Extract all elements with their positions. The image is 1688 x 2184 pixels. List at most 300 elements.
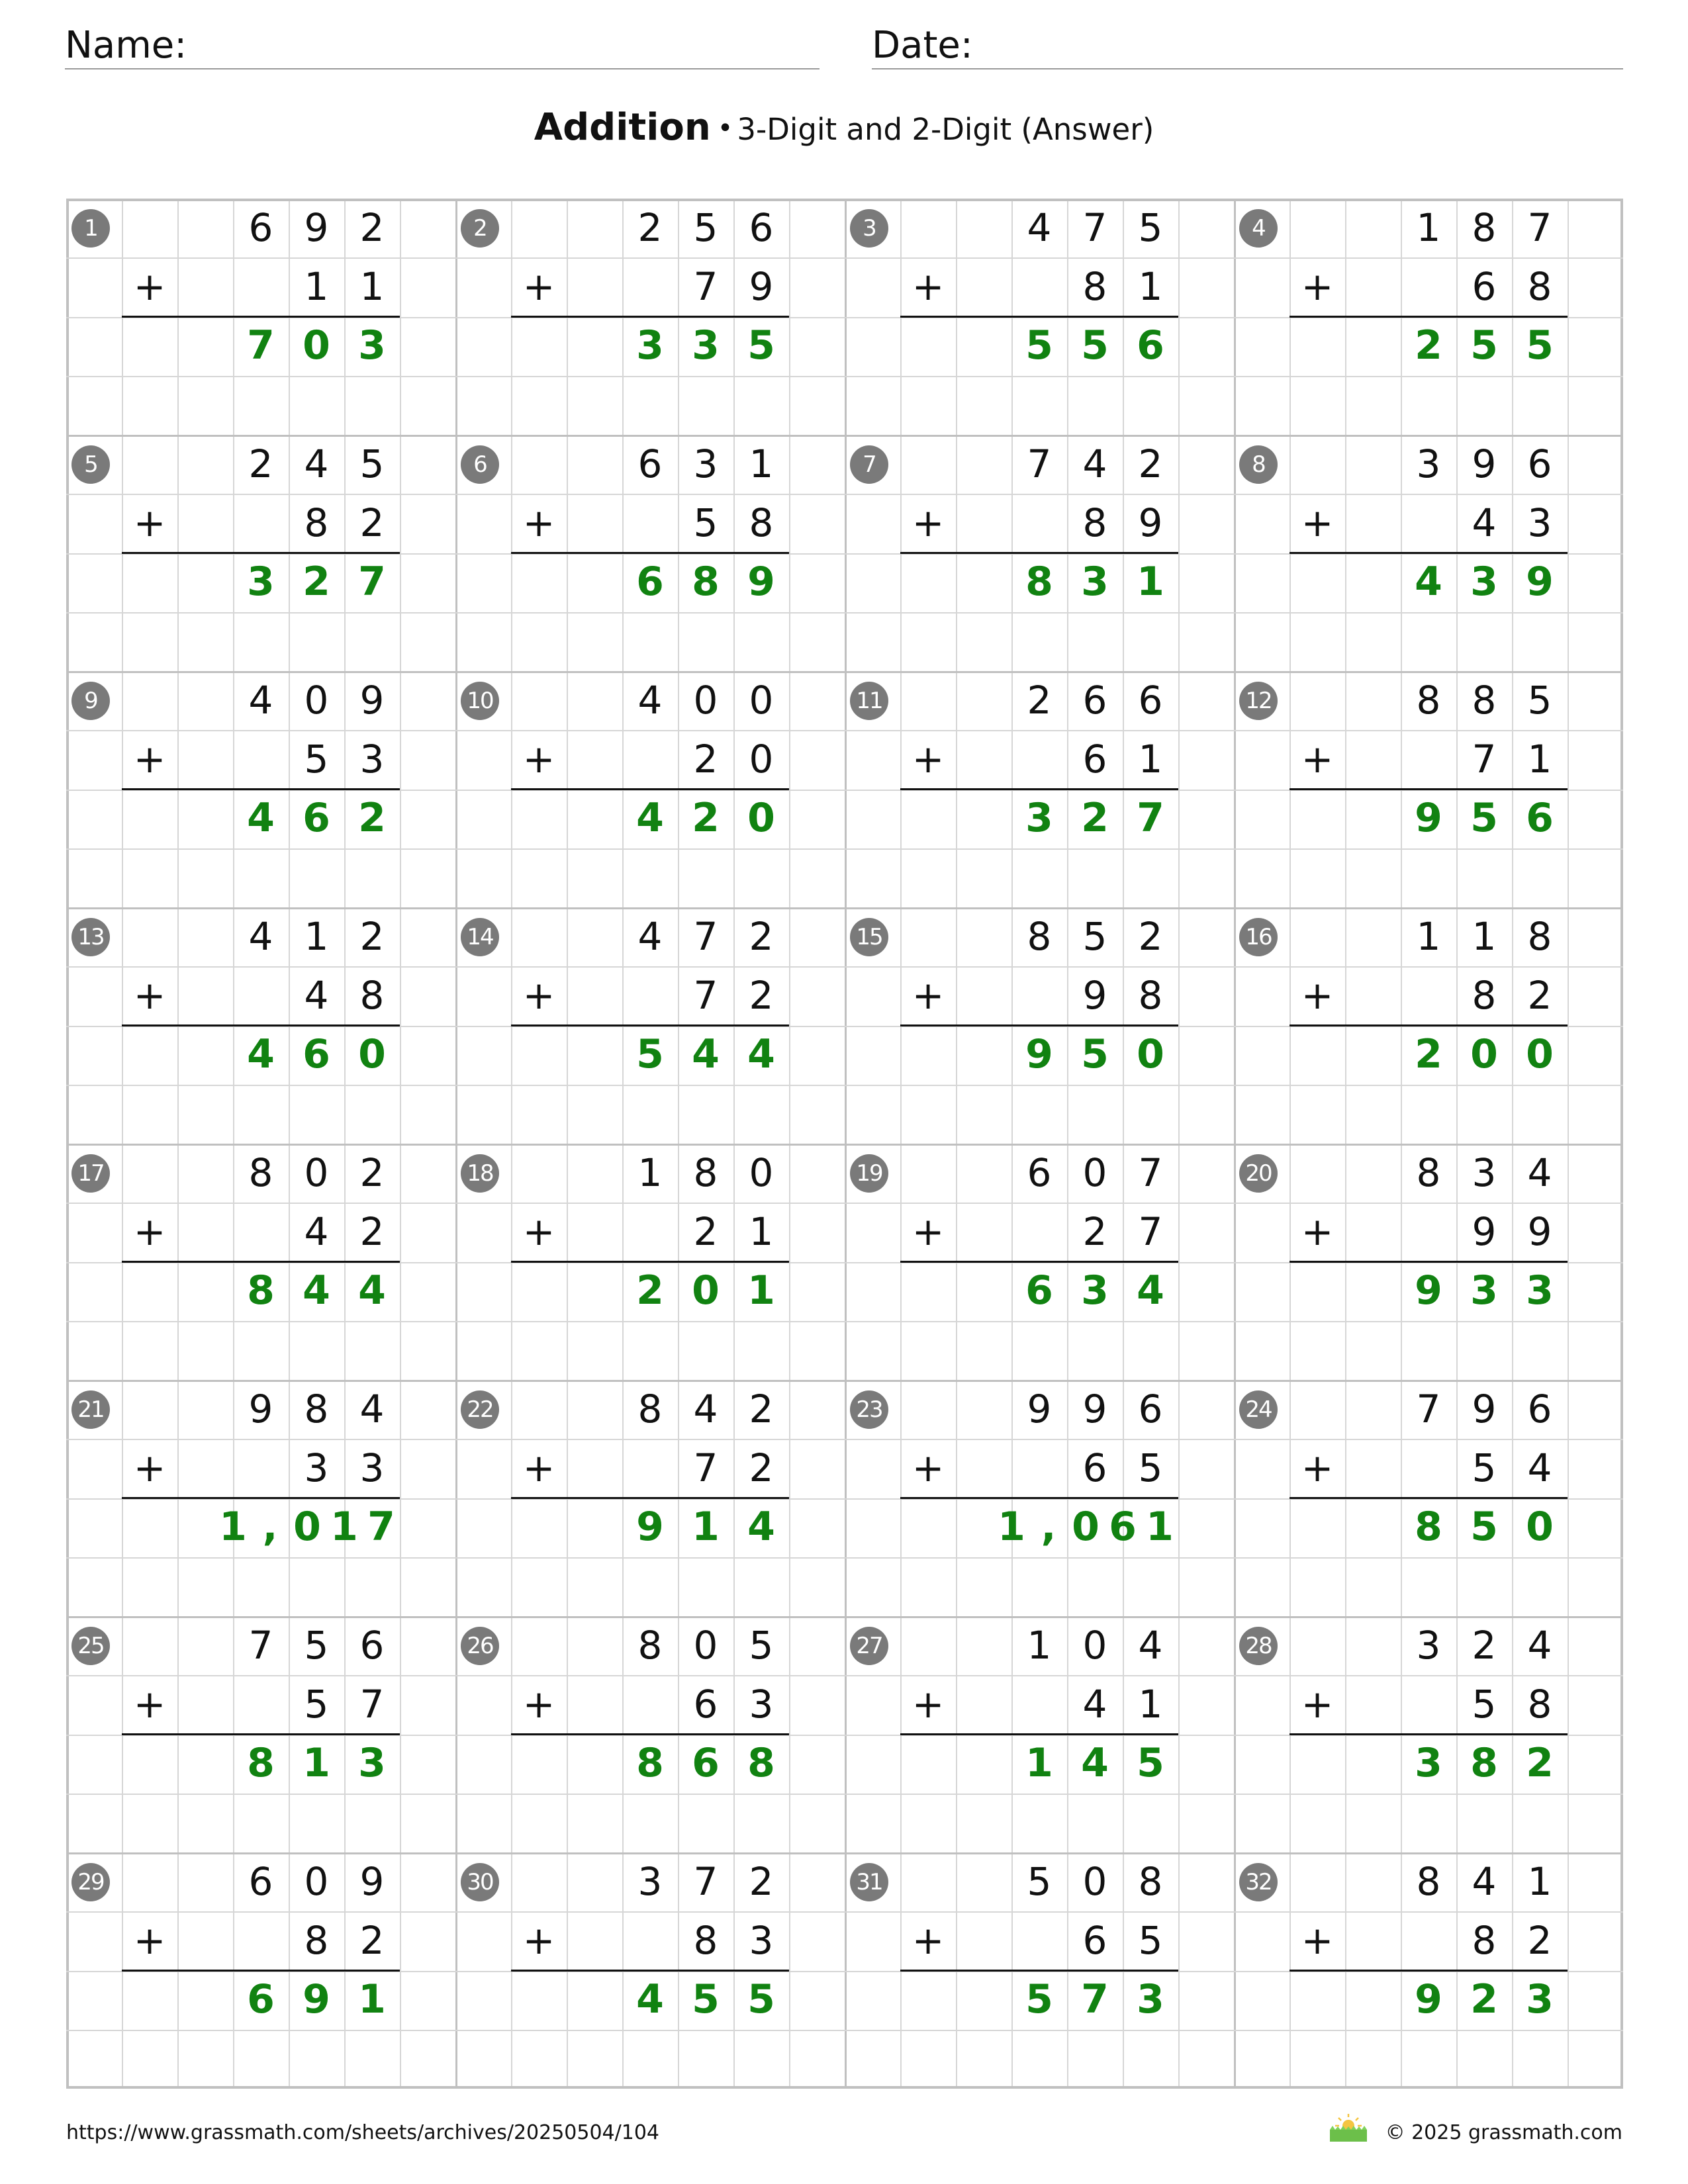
addend-bottom	[956, 494, 1178, 553]
digit-cell: 4	[637, 678, 663, 723]
digit-cell: 6	[1138, 1387, 1163, 1432]
digit-cell: 3	[1025, 795, 1053, 841]
name-label: Name:	[65, 24, 187, 67]
problem-number-badge: 22	[461, 1390, 499, 1429]
digit-cell: 1	[1025, 1740, 1053, 1786]
digit-cell: 7	[693, 1859, 718, 1904]
addend-bottom	[567, 1675, 789, 1734]
plus-sign: +	[912, 1445, 945, 1490]
digit-cell: 9	[1472, 1387, 1497, 1432]
answer	[177, 1970, 400, 2029]
plus-sign: +	[522, 264, 555, 309]
digit-cell: 0	[749, 737, 774, 782]
digit-cell: 5	[1137, 1740, 1164, 1786]
addend-bottom	[177, 1911, 400, 1970]
addend-top	[1345, 435, 1568, 494]
digit-cell: 8	[692, 559, 720, 605]
digit-cell: 1	[1472, 914, 1497, 959]
digit-cell: 0	[749, 1150, 774, 1195]
digit-cell: 2	[749, 1859, 774, 1904]
digit-cell: 8	[247, 1740, 275, 1786]
problem-number-badge: 32	[1239, 1863, 1278, 1901]
answer	[177, 553, 400, 612]
digit-cell: 3	[1081, 559, 1109, 605]
footer-copyright: © 2025 grassmath.com	[1385, 2121, 1622, 2144]
plus-sign: +	[912, 1918, 945, 1963]
plus-sign: +	[133, 1445, 166, 1490]
problem-7	[845, 435, 1234, 671]
problem-number-badge: 25	[71, 1627, 110, 1665]
digit-cell: 5	[359, 441, 385, 486]
digit-cell: 3	[1416, 1623, 1441, 1668]
digit-cell: 5	[1025, 1976, 1053, 2023]
digit-cell: 7	[1472, 737, 1497, 782]
digit-cell: 6	[637, 441, 663, 486]
digit-cell: 4	[693, 1387, 718, 1432]
digit-cell: 2	[359, 914, 385, 959]
problem-number-badge: 28	[1239, 1627, 1278, 1665]
digit-cell: 7	[1527, 205, 1552, 250]
digit-cell: 8	[1082, 264, 1107, 309]
digit-cell: 5	[747, 322, 775, 369]
answer	[214, 1498, 400, 1557]
digit-cell: 0	[693, 1623, 718, 1668]
addend-bottom	[177, 1203, 400, 1261]
problem-17	[66, 1144, 455, 1380]
problem-13	[66, 907, 455, 1144]
digit-cell: 1	[304, 914, 329, 959]
addend-bottom	[567, 730, 789, 789]
digit-cell: 6	[303, 795, 330, 841]
digit-cell: 7	[1082, 205, 1107, 250]
digit-cell: 3	[359, 1445, 385, 1490]
plus-sign: +	[1301, 1445, 1334, 1490]
problem-14	[455, 907, 845, 1144]
digit-cell: 2	[358, 795, 386, 841]
digit-cell: 3	[1470, 559, 1498, 605]
addend-top	[956, 1380, 1178, 1439]
digit-cell: 5	[1138, 205, 1163, 250]
problem-number-badge: 31	[850, 1863, 888, 1901]
name-field[interactable]	[65, 25, 820, 69]
digit-cell: 9	[1472, 1209, 1497, 1254]
digit-cell: 1	[1527, 1859, 1552, 1904]
digit-cell: 2	[1470, 1976, 1498, 2023]
addend-bottom	[1345, 730, 1568, 789]
digit-cell: 4	[1415, 559, 1442, 605]
answer	[1345, 1025, 1568, 1084]
problem-4	[1234, 199, 1623, 435]
digit-cell: 4	[248, 914, 273, 959]
problem-6	[455, 435, 845, 671]
plus-sign: +	[912, 973, 945, 1018]
addend-top	[177, 1852, 400, 1911]
digit-cell: 6	[248, 1859, 273, 1904]
digit-cell: 2	[1527, 973, 1552, 1018]
digit-cell: 6	[1472, 264, 1497, 309]
digit-cell: 1	[1416, 205, 1441, 250]
problem-number-badge: 5	[71, 445, 110, 484]
digit-cell: 4	[636, 1976, 664, 2023]
addend-top	[567, 671, 789, 730]
addend-top	[567, 199, 789, 257]
digit-cell: 8	[1470, 1740, 1498, 1786]
digit-cell: 4	[747, 1504, 775, 1550]
digit-cell: 1	[359, 264, 385, 309]
digit-cell: 8	[1416, 1150, 1441, 1195]
addend-bottom	[177, 494, 400, 553]
digit-cell: 1	[1416, 914, 1441, 959]
digit-cell: 2	[749, 1445, 774, 1490]
digit-cell: 8	[1472, 205, 1497, 250]
plus-sign: +	[133, 1918, 166, 1963]
problem-16	[1234, 907, 1623, 1144]
plus-sign: +	[912, 737, 945, 782]
digit-cell: 9	[1527, 1209, 1552, 1254]
digit-cell: 2	[749, 914, 774, 959]
problem-19	[845, 1144, 1234, 1380]
worksheet-title	[0, 106, 1688, 149]
problem-18	[455, 1144, 845, 1380]
problem-number-badge: 9	[71, 682, 110, 720]
digit-cell: 3	[304, 1445, 329, 1490]
digit-cell: 8	[304, 500, 329, 545]
digit-cell: 4	[692, 1031, 720, 1077]
digit-cell: 3	[1526, 1976, 1554, 2023]
problem-number-badge: 15	[850, 918, 888, 956]
digit-cell: 5	[1526, 322, 1554, 369]
digit-cell: 6	[1526, 795, 1554, 841]
problem-number-badge: 17	[71, 1154, 110, 1193]
addend-bottom	[956, 966, 1178, 1025]
answer	[1345, 789, 1568, 848]
plus-sign: +	[912, 500, 945, 545]
digit-cell: 1	[1027, 1623, 1052, 1668]
date-field[interactable]	[872, 25, 1623, 69]
answer	[956, 1734, 1178, 1793]
digit-cell: 5	[747, 1976, 775, 2023]
addend-top	[1345, 1616, 1568, 1675]
answer	[567, 1025, 789, 1084]
digit-cell: 0	[749, 678, 774, 723]
plus-sign: +	[133, 264, 166, 309]
digit-cell: 3	[1416, 441, 1441, 486]
addend-bottom	[956, 730, 1178, 789]
digit-cell: 8	[749, 500, 774, 545]
digit-cell: 6	[636, 559, 664, 605]
problem-number-badge: 12	[1239, 682, 1278, 720]
digit-cell: 6	[692, 1740, 720, 1786]
digit-cell: 5	[1470, 1504, 1498, 1550]
digit-cell: 5	[1470, 322, 1498, 369]
plus-sign: +	[1301, 500, 1334, 545]
digit-cell: 4	[248, 678, 273, 723]
digit-cell: 3	[1081, 1267, 1109, 1314]
digit-cell: 9	[248, 1387, 273, 1432]
problem-22	[455, 1380, 845, 1616]
problem-26	[455, 1616, 845, 1852]
digit-cell: 0	[304, 678, 329, 723]
addend-top	[956, 1616, 1178, 1675]
digit-cell: 2	[359, 205, 385, 250]
digit-cell: 4	[304, 973, 329, 1018]
digit-cell: 9	[1082, 973, 1107, 1018]
digit-cell: 8	[304, 1918, 329, 1963]
problem-number-badge: 19	[850, 1154, 888, 1193]
addend-bottom	[177, 257, 400, 316]
digit-cell: 0	[304, 1150, 329, 1195]
addend-top	[1345, 907, 1568, 966]
digit-cell: 9	[747, 559, 775, 605]
addend-bottom	[567, 257, 789, 316]
addend-top	[177, 1144, 400, 1203]
answer	[177, 1734, 400, 1793]
problem-number-badge: 16	[1239, 918, 1278, 956]
digit-cell: 3	[693, 441, 718, 486]
problem-number-badge: 27	[850, 1627, 888, 1665]
problem-10	[455, 671, 845, 907]
digit-cell: 0	[293, 1504, 321, 1550]
digit-cell: 4	[1027, 205, 1052, 250]
addend-top	[956, 435, 1178, 494]
answer	[177, 789, 400, 848]
digit-cell: 4	[304, 441, 329, 486]
addend-top	[177, 1380, 400, 1439]
digit-cell: 9	[1472, 441, 1497, 486]
digit-cell: 8	[1472, 678, 1497, 723]
digit-cell: 9	[636, 1504, 664, 1550]
problem-1	[66, 199, 455, 435]
answer	[956, 553, 1178, 612]
digit-cell: 3	[247, 559, 275, 605]
digit-cell: ,	[262, 1504, 278, 1550]
digit-cell: 6	[248, 205, 273, 250]
plus-sign: +	[912, 1682, 945, 1727]
digit-cell: 3	[749, 1918, 774, 1963]
problem-number-badge: 10	[461, 682, 499, 720]
problem-number-badge: 13	[71, 918, 110, 956]
digit-cell: 4	[1137, 1267, 1164, 1314]
digit-cell: 7	[248, 1623, 273, 1668]
addend-top	[1345, 1852, 1568, 1911]
digit-cell: 4	[637, 914, 663, 959]
digit-cell: 4	[1527, 1150, 1552, 1195]
digit-cell: 4	[747, 1031, 775, 1077]
addend-bottom	[567, 1911, 789, 1970]
addend-bottom	[1345, 1439, 1568, 1498]
addend-bottom	[177, 966, 400, 1025]
digit-cell: 8	[1472, 973, 1497, 1018]
digit-cell: 1	[1137, 559, 1164, 605]
addend-top	[177, 907, 400, 966]
answer	[956, 1970, 1178, 2029]
date-label: Date:	[872, 24, 973, 67]
digit-cell: 3	[1470, 1267, 1498, 1314]
problem-number-badge: 2	[461, 209, 499, 248]
digit-cell: 6	[693, 1682, 718, 1727]
digit-cell: 0	[1082, 1623, 1107, 1668]
digit-cell: 2	[1527, 1918, 1552, 1963]
digit-cell: 8	[693, 1150, 718, 1195]
problem-15	[845, 907, 1234, 1144]
answer	[1345, 1261, 1568, 1320]
digit-cell: 8	[359, 973, 385, 1018]
plus-sign: +	[522, 973, 555, 1018]
answer	[177, 1025, 400, 1084]
addend-top	[1345, 199, 1568, 257]
problem-number-badge: 8	[1239, 445, 1278, 484]
digit-cell: 5	[1081, 322, 1109, 369]
plus-sign: +	[522, 1682, 555, 1727]
addend-top	[567, 435, 789, 494]
title-main: Addition	[534, 106, 711, 149]
digit-cell: 6	[1082, 1445, 1107, 1490]
digit-cell: 2	[749, 973, 774, 1018]
digit-cell: 8	[304, 1387, 329, 1432]
digit-cell: 8	[693, 1918, 718, 1963]
answer	[956, 789, 1178, 848]
digit-cell: 7	[693, 264, 718, 309]
digit-cell: 1	[998, 1504, 1025, 1550]
plus-sign: +	[522, 500, 555, 545]
digit-cell: 1	[303, 1740, 330, 1786]
digit-cell: 4	[304, 1209, 329, 1254]
addend-top	[1345, 1380, 1568, 1439]
digit-cell: 1	[749, 1209, 774, 1254]
plus-sign: +	[522, 1918, 555, 1963]
digit-cell: 6	[1082, 1918, 1107, 1963]
title-separator: •	[717, 113, 733, 144]
addend-bottom	[956, 1439, 1178, 1498]
answer	[956, 316, 1178, 375]
digit-cell: 0	[1526, 1031, 1554, 1077]
digit-cell: 9	[1415, 1267, 1442, 1314]
digit-cell: 8	[747, 1740, 775, 1786]
addend-bottom	[956, 257, 1178, 316]
plus-sign: +	[1301, 737, 1334, 782]
digit-cell: 3	[1137, 1976, 1164, 2023]
plus-sign: +	[1301, 264, 1334, 309]
digit-cell: 9	[304, 205, 329, 250]
digit-cell: 6	[1082, 737, 1107, 782]
digit-cell: 0	[747, 795, 775, 841]
answer	[567, 1261, 789, 1320]
digit-cell: 5	[304, 737, 329, 782]
digit-cell: 2	[359, 1209, 385, 1254]
digit-cell: 3	[358, 1740, 386, 1786]
digit-cell: 2	[1526, 1740, 1554, 1786]
problem-number-badge: 20	[1239, 1154, 1278, 1193]
addend-top	[956, 1144, 1178, 1203]
answer	[956, 1025, 1178, 1084]
digit-cell: 7	[1416, 1387, 1441, 1432]
digit-cell: 3	[1526, 1267, 1554, 1314]
digit-cell: 8	[1138, 1859, 1163, 1904]
digit-cell: 5	[1082, 914, 1107, 959]
title-subtitle: 3-Digit and 2-Digit (Answer)	[737, 112, 1154, 147]
digit-cell: 8	[247, 1267, 275, 1314]
digit-cell: 0	[1082, 1859, 1107, 1904]
addend-bottom	[956, 1911, 1178, 1970]
answer	[1345, 316, 1568, 375]
answer	[1345, 1734, 1568, 1793]
digit-cell: 5	[749, 1623, 774, 1668]
digit-cell: 8	[1416, 678, 1441, 723]
problem-31	[845, 1852, 1234, 2089]
digit-cell: 8	[1527, 1682, 1552, 1727]
problem-3	[845, 199, 1234, 435]
digit-cell: 4	[358, 1267, 386, 1314]
plus-sign: +	[1301, 973, 1334, 1018]
addend-top	[567, 1852, 789, 1911]
digit-cell: 4	[247, 795, 275, 841]
answer	[567, 789, 789, 848]
digit-cell: 4	[1081, 1740, 1109, 1786]
answer	[567, 1970, 789, 2029]
addend-bottom	[1345, 494, 1568, 553]
digit-cell: 9	[359, 1859, 385, 1904]
problem-29	[66, 1852, 455, 2089]
digit-cell: 4	[636, 795, 664, 841]
addend-bottom	[177, 1439, 400, 1498]
digit-cell: 0	[1137, 1031, 1164, 1077]
problem-grid	[66, 199, 1623, 2089]
digit-cell: 5	[304, 1623, 329, 1668]
digit-cell: 1	[358, 1976, 386, 2023]
digit-cell: 8	[1415, 1504, 1442, 1550]
digit-cell: 3	[1472, 1150, 1497, 1195]
digit-cell: 7	[693, 914, 718, 959]
digit-cell: 2	[1082, 1209, 1107, 1254]
digit-cell: 3	[358, 322, 386, 369]
digit-cell: 8	[1027, 914, 1052, 959]
digit-cell: 0	[1082, 1150, 1107, 1195]
addend-top	[567, 907, 789, 966]
problem-number-badge: 4	[1239, 209, 1278, 248]
problem-28	[1234, 1616, 1623, 1852]
problem-number-badge: 24	[1239, 1390, 1278, 1429]
problem-21	[66, 1380, 455, 1616]
addend-bottom	[177, 730, 400, 789]
problem-number-badge: 14	[461, 918, 499, 956]
problem-12	[1234, 671, 1623, 907]
digit-cell: 8	[1138, 973, 1163, 1018]
problem-number-badge: 6	[461, 445, 499, 484]
addend-top	[1345, 1144, 1568, 1203]
problem-number-badge: 1	[71, 209, 110, 248]
digit-cell: 2	[693, 1209, 718, 1254]
digit-cell: 7	[1138, 1150, 1163, 1195]
digit-cell: 2	[693, 737, 718, 782]
digit-cell: 1	[219, 1504, 247, 1550]
digit-cell: 1	[304, 264, 329, 309]
problem-20	[1234, 1144, 1623, 1380]
digit-cell: 0	[692, 1267, 720, 1314]
problem-23	[845, 1380, 1234, 1616]
problem-25	[66, 1616, 455, 1852]
digit-cell: 4	[1472, 500, 1497, 545]
addend-bottom	[1345, 1911, 1568, 1970]
addend-bottom	[567, 1439, 789, 1498]
digit-cell: 0	[1072, 1504, 1100, 1550]
digit-cell: 4	[303, 1267, 330, 1314]
addend-top	[956, 907, 1178, 966]
digit-cell: 5	[692, 1976, 720, 2023]
plus-sign: +	[1301, 1209, 1334, 1254]
problem-5	[66, 435, 455, 671]
digit-cell: 8	[1527, 264, 1552, 309]
digit-cell: 6	[749, 205, 774, 250]
